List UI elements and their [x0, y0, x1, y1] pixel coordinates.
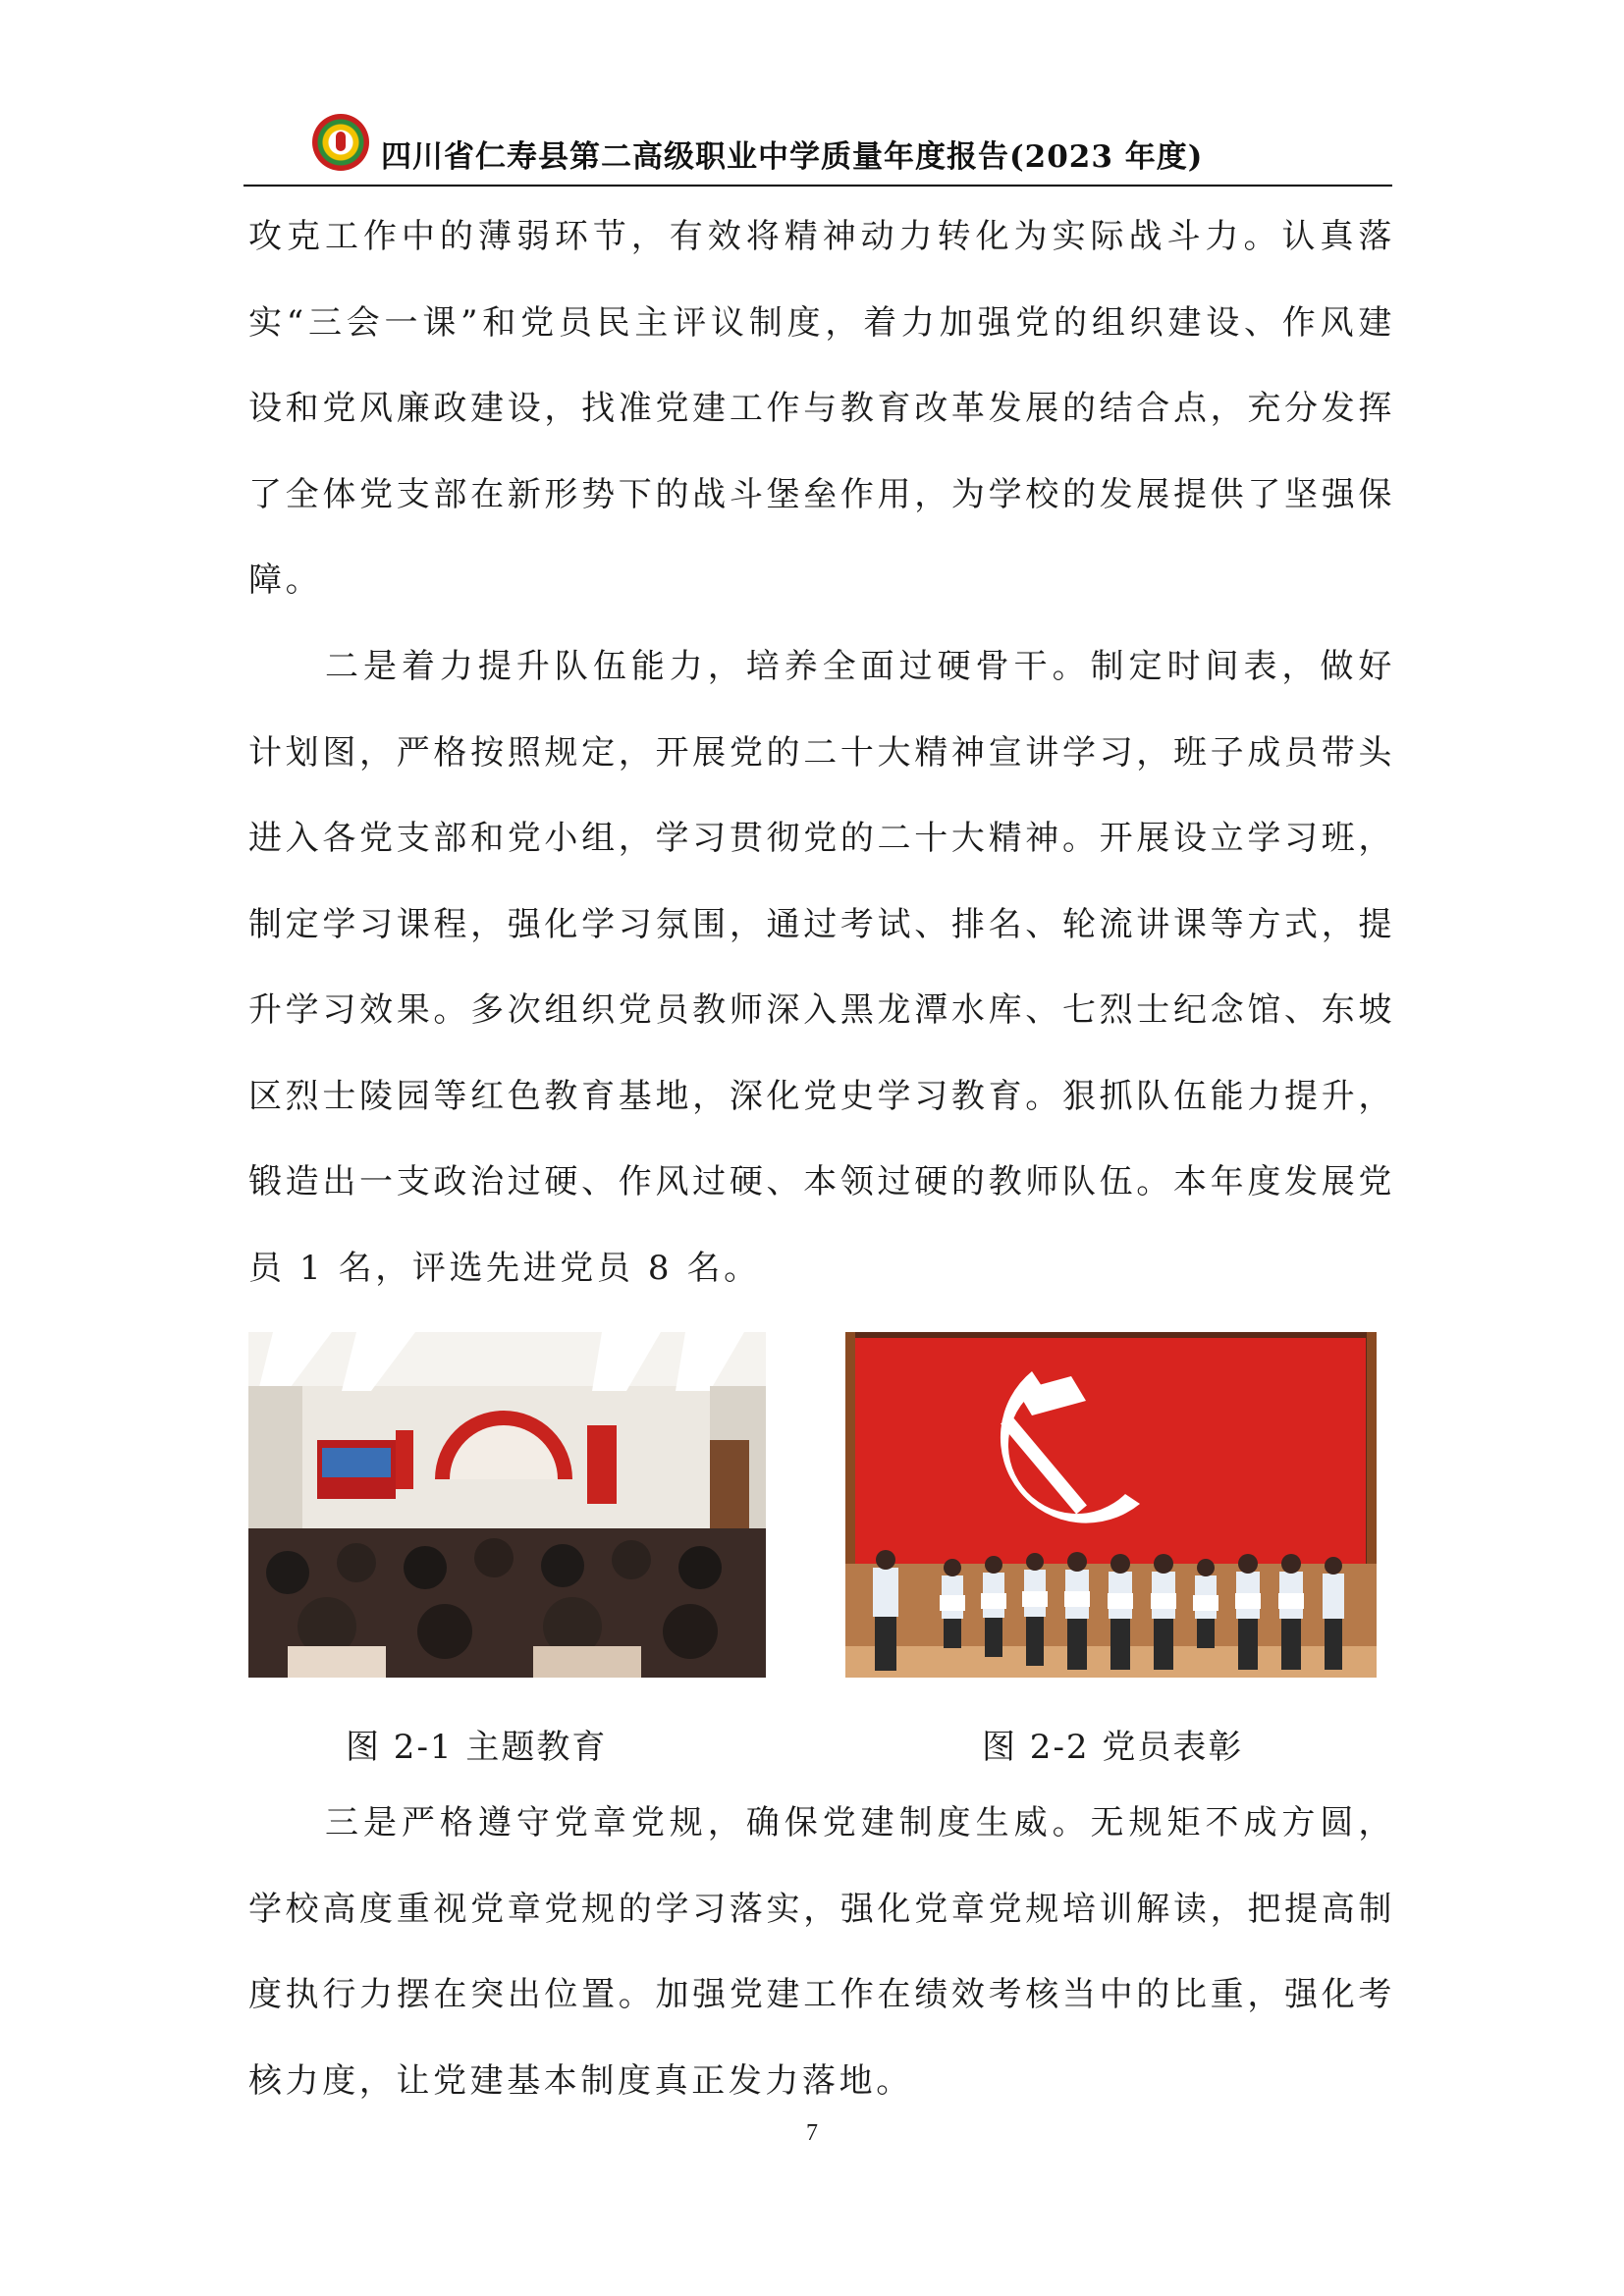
- header-title: 四川省仁寿县第二高级职业中学质量年度报告(2023 年度): [381, 139, 1204, 175]
- paragraph-3: 三是严格遵守党章党规，确保党建制度生威。无规矩不成方圆，学校高度重视党章党规的学习落实，强化党章党规培训解读，把提高制度执行力摆在突出位置。加强党建工作在绩效考核当中的比重，强化考核力度，让党建基本制度真正发力落地。: [248, 1803, 1395, 2101]
- photo-party-member-award: [845, 1332, 1377, 1678]
- paragraph-2: 二是着力提升队伍能力，培养全面过硬骨干。制定时间表，做好计划图，严格按照规定，开展党的二十大精神宣讲学习，班子成员带头进入各党支部和党小组，学习贯彻党的二十大精神。开展设立学习班，制定学习课程，强化学习氛围，通过考试、排名、轮流讲课等方式，提升学习效果。多次组织党员教师深入黑龙潭水库、七烈士纪念馆、东坡区烈士陵园等红色教育基地，深化党史学习教育。狠抓队伍能力提升，锻造出一支政治过硬、作风过硬、本领过硬的教师队伍。本年度发展党员 1 名，评选先进党员 8 名。: [248, 647, 1395, 1288]
- figure-caption-2: 图 2-2 党员表彰: [982, 1728, 1244, 1767]
- paragraph-1: 攻克工作中的薄弱环节，有效将精神动力转化为实际战斗力。认真落实“三会一课”和党员民主评议制度，着力加强党的组织建设、作风建设和党风廉政建设，找准党建工作与教育改革发展的结合点，充分发挥了全体党支部在新形势下的战斗堡垒作用，为学校的发展提供了坚强保障。: [248, 217, 1395, 600]
- header-divider: [244, 185, 1392, 187]
- page-header: [244, 108, 1392, 187]
- school-logo-icon: [312, 114, 369, 171]
- page-number: 7: [806, 2120, 818, 2146]
- photo-theme-education: [248, 1332, 766, 1678]
- figure-caption-1: 图 2-1 主题教育: [346, 1728, 608, 1767]
